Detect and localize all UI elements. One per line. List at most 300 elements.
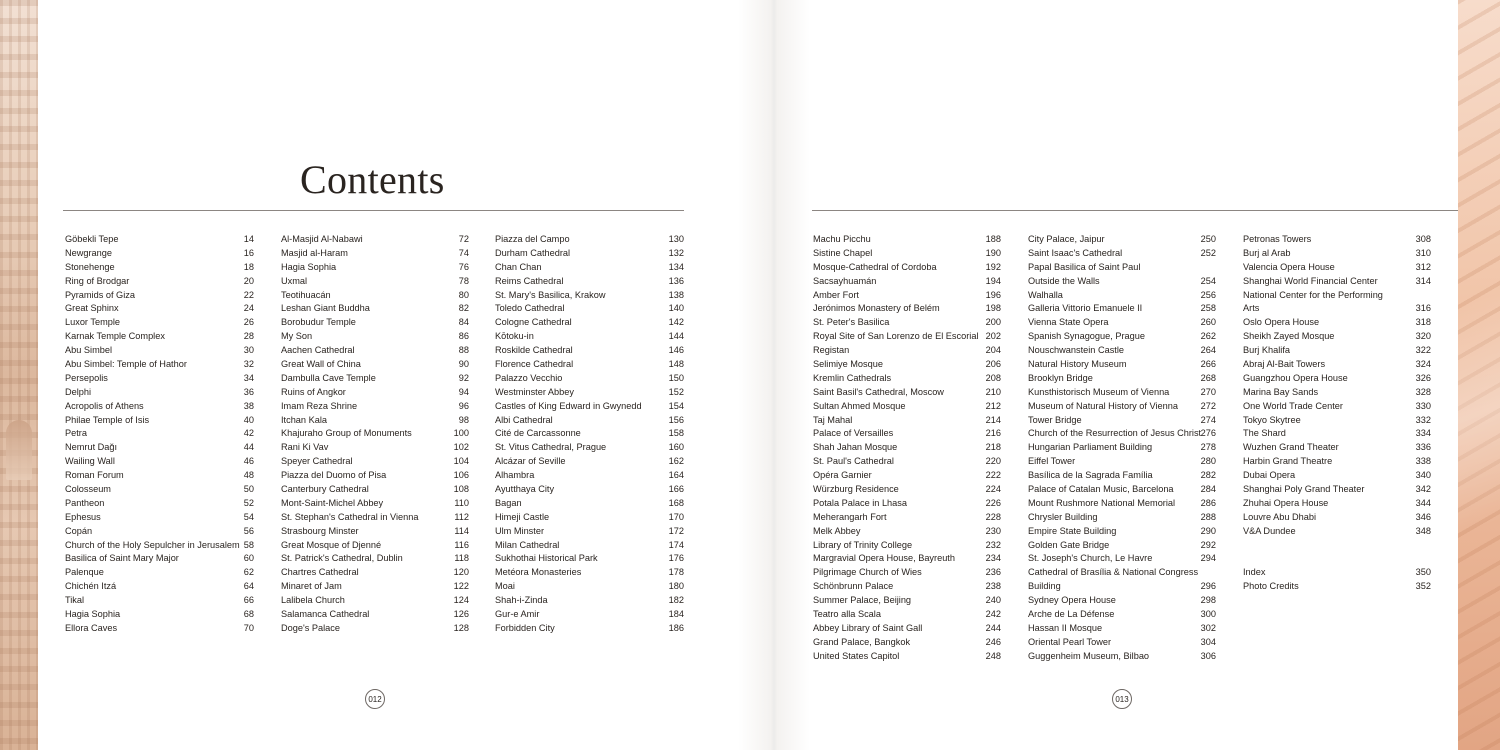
entry-title: Würzburg Residence — [813, 484, 899, 495]
contents-entry — [813, 566, 1001, 580]
entry-title: Pantheon — [65, 497, 105, 508]
entry-title: Petronas Towers — [1243, 234, 1312, 244]
contents-entry — [1028, 511, 1216, 525]
entry-title: Eiffel Tower — [1028, 456, 1076, 467]
contents-entry — [281, 441, 469, 455]
entry-page-number: 184 — [668, 609, 684, 620]
entry-page-number: 118 — [454, 553, 469, 564]
entry-page-number: 344 — [1415, 497, 1431, 508]
entry-page-number: 316 — [1415, 303, 1431, 314]
entry-title: Forbidden City — [495, 622, 555, 633]
entry-title: Toledo Cathedral — [495, 303, 565, 314]
entry-page-number: 126 — [453, 609, 469, 620]
entry-page-number: 164 — [668, 470, 684, 481]
entry-page-number: 38 — [243, 400, 254, 411]
entry-title: Building — [1028, 581, 1061, 592]
contents-entry — [1243, 427, 1431, 441]
entry-page-number: 254 — [1200, 275, 1216, 286]
entry-page-number: 30 — [243, 345, 254, 356]
entry-title: Kunsthistorisch Museum of Vienna — [1028, 386, 1170, 397]
entry-page-number: 116 — [454, 539, 469, 550]
contents-entry — [65, 358, 254, 372]
entry-title: Golden Gate Bridge — [1028, 539, 1110, 550]
contents-entry — [65, 525, 254, 539]
entry-page-number: 312 — [1415, 261, 1431, 272]
entry-page-number: 278 — [1200, 442, 1216, 453]
entry-page-number: 272 — [1200, 400, 1216, 411]
entry-title: Alhambra — [495, 470, 535, 481]
entry-title: Outside the Walls — [1028, 275, 1100, 286]
entry-title: Chan Chan — [495, 261, 542, 272]
entry-title: Palenque — [65, 567, 104, 578]
entry-page-number: 34 — [243, 372, 254, 383]
entry-page-number: 292 — [1200, 539, 1216, 550]
contents-entry — [1028, 233, 1216, 247]
entry-title: Arche de La Défense — [1028, 609, 1115, 620]
contents-entry — [281, 580, 469, 594]
entry-title: Philae Temple of Isis — [65, 414, 150, 425]
contents-entry — [495, 316, 684, 330]
entry-title: Louvre Abu Dhabi — [1243, 511, 1317, 522]
entry-title: Nemrut Dağı — [65, 442, 118, 453]
entry-page-number: 220 — [985, 456, 1001, 467]
entry-title: Empire State Building — [1028, 525, 1117, 536]
entry-page-number: 144 — [668, 331, 684, 342]
entry-page-number: 260 — [1200, 317, 1216, 328]
entry-page-number: 68 — [243, 609, 254, 620]
entry-title: Taj Mahal — [813, 414, 853, 425]
entry-title: Khajuraho Group of Monuments — [281, 428, 412, 439]
entry-title: Al-Masjid Al-Nabawi — [281, 234, 363, 244]
entry-page-number: 336 — [1415, 442, 1431, 453]
entry-page-number: 142 — [668, 317, 684, 328]
contents-entry — [1243, 552, 1431, 566]
entry-title: Aachen Cathedral — [281, 345, 355, 356]
contents-entry — [1243, 289, 1431, 303]
entry-title: Great Wall of China — [281, 359, 361, 370]
contents-entry — [1028, 344, 1216, 358]
contents-entry — [495, 233, 684, 247]
contents-entry — [281, 469, 469, 483]
contents-entry — [281, 622, 469, 636]
entry-title: Alcázar of Seville — [495, 456, 566, 467]
contents-entry — [65, 580, 254, 594]
entry-page-number: 264 — [1200, 345, 1216, 356]
entry-title: Burj al Arab — [1243, 247, 1291, 258]
entry-page-number: 256 — [1200, 289, 1216, 300]
contents-entry — [281, 261, 469, 275]
contents-entry — [1028, 608, 1216, 622]
contents-entry — [65, 469, 254, 483]
entry-page-number: 190 — [985, 247, 1001, 258]
entry-title: Registan — [813, 345, 850, 356]
entry-page-number: 328 — [1415, 386, 1431, 397]
entry-page-number: 138 — [668, 289, 684, 300]
contents-entry — [281, 400, 469, 414]
contents-entry — [1028, 358, 1216, 372]
entry-title: National Center for the Performing — [1243, 289, 1383, 300]
contents-entry — [1028, 316, 1216, 330]
contents-entry — [1243, 233, 1431, 247]
entry-page-number: 134 — [668, 261, 684, 272]
entry-title: Museum of Natural History of Vienna — [1028, 400, 1178, 411]
entry-page-number: 282 — [1200, 470, 1216, 481]
entry-page-number: 132 — [668, 247, 684, 258]
contents-entry — [1028, 400, 1216, 414]
contents-entry — [281, 275, 469, 289]
contents-entry — [813, 427, 1001, 441]
contents-entry — [495, 511, 684, 525]
entry-title: Kōtoku-in — [495, 331, 534, 342]
entry-page-number: 64 — [243, 581, 254, 592]
entry-title: Hungarian Parliament Building — [1028, 442, 1153, 453]
contents-entry — [1028, 302, 1216, 316]
contents-entry — [65, 622, 254, 636]
entry-title: Acropolis of Athens — [65, 400, 144, 411]
entry-title: Petra — [65, 428, 87, 439]
contents-entry — [813, 455, 1001, 469]
entry-title: Sheikh Zayed Mosque — [1243, 331, 1335, 342]
entry-page-number: 24 — [243, 303, 254, 314]
contents-entry — [495, 386, 684, 400]
entry-page-number: 352 — [1415, 581, 1431, 592]
entry-title: Amber Fort — [813, 289, 859, 300]
entry-title: Cathedral of Brasília & National Congress — [1028, 567, 1199, 578]
entry-page-number: 306 — [1200, 650, 1216, 661]
contents-entry — [495, 414, 684, 428]
contents-entry — [813, 469, 1001, 483]
entry-page-number: 206 — [985, 359, 1001, 370]
entry-page-number: 286 — [1200, 497, 1216, 508]
contents-entry — [813, 608, 1001, 622]
contents-entry — [1243, 566, 1431, 580]
entry-page-number: 202 — [985, 331, 1001, 342]
entry-title: Colosseum — [65, 484, 111, 495]
entry-title: Doge's Palace — [281, 622, 340, 633]
contents-entry — [1243, 247, 1431, 261]
contents-entry — [495, 400, 684, 414]
contents-entry — [813, 233, 1001, 247]
entry-page-number: 346 — [1415, 511, 1431, 522]
entry-page-number: 74 — [458, 247, 469, 258]
contents-entry — [281, 344, 469, 358]
entry-page-number: 288 — [1200, 511, 1216, 522]
entry-title: Chichén Itzá — [65, 581, 117, 592]
entry-title: Great Sphinx — [65, 303, 119, 314]
entry-page-number: 268 — [1200, 372, 1216, 383]
entry-page-number: 324 — [1415, 359, 1431, 370]
contents-entry — [65, 566, 254, 580]
entry-page-number: 198 — [985, 303, 1001, 314]
entry-title: Summer Palace, Beijing — [813, 595, 912, 606]
entry-page-number: 56 — [243, 525, 254, 536]
entry-title: Opéra Garnier — [813, 470, 872, 481]
entry-page-number: 26 — [243, 317, 254, 328]
contents-entry — [65, 372, 254, 386]
contents-entry — [1243, 469, 1431, 483]
entry-page-number: 214 — [985, 414, 1001, 425]
entry-title: St. Paul's Cathedral — [813, 456, 894, 467]
contents-column-1 — [65, 233, 254, 636]
entry-title: Ephesus — [65, 511, 101, 522]
entry-page-number: 148 — [668, 359, 684, 370]
contents-entry — [813, 483, 1001, 497]
entry-title: Great Mosque of Djenné — [281, 539, 382, 550]
entry-title: Marina Bay Sands — [1243, 386, 1319, 397]
contents-entry — [813, 344, 1001, 358]
entry-page-number: 258 — [1200, 303, 1216, 314]
entry-page-number: 154 — [668, 400, 684, 411]
entry-title: Guangzhou Opera House — [1243, 372, 1348, 383]
entry-title: Machu Picchu — [813, 234, 871, 244]
contents-entry — [1243, 441, 1431, 455]
entry-page-number: 122 — [453, 581, 469, 592]
entry-page-number: 218 — [985, 442, 1001, 453]
contents-entry — [813, 511, 1001, 525]
entry-title: Salamanca Cathedral — [281, 609, 370, 620]
entry-title: Abu Simbel: Temple of Hathor — [65, 359, 187, 370]
entry-page-number: 120 — [453, 567, 469, 578]
entry-title: Tokyo Skytree — [1243, 414, 1301, 425]
entry-page-number: 280 — [1200, 456, 1216, 467]
contents-entry — [1028, 427, 1216, 441]
contents-entry — [1028, 455, 1216, 469]
entry-title: Lalibela Church — [281, 595, 345, 606]
contents-entry — [1028, 330, 1216, 344]
contents-entry — [1243, 330, 1431, 344]
entry-page-number: 302 — [1200, 622, 1216, 633]
entry-title: Ruins of Angkor — [281, 386, 346, 397]
entry-title: Index — [1243, 567, 1266, 578]
entry-title: Burj Khalifa — [1243, 345, 1290, 356]
contents-entry — [495, 344, 684, 358]
entry-page-number: 222 — [985, 470, 1001, 481]
contents-entry — [1028, 566, 1216, 580]
contents-entry — [281, 552, 469, 566]
entry-page-number: 216 — [985, 428, 1001, 439]
contents-entry — [813, 552, 1001, 566]
entry-title: Oriental Pearl Tower — [1028, 636, 1112, 647]
entry-page-number: 196 — [985, 289, 1001, 300]
contents-entry — [1243, 511, 1431, 525]
entry-page-number: 270 — [1200, 386, 1216, 397]
contents-entry — [281, 247, 469, 261]
entry-title: Hagia Sophia — [65, 609, 121, 620]
contents-entry — [495, 497, 684, 511]
entry-page-number: 276 — [1200, 428, 1216, 439]
contents-entry — [281, 302, 469, 316]
contents-entry — [495, 580, 684, 594]
entry-title: Uxmal — [281, 275, 308, 286]
contents-entry — [1028, 372, 1216, 386]
entry-title: St. Stephan's Cathedral in Vienna — [281, 511, 419, 522]
contents-entry — [65, 400, 254, 414]
entry-title: Guggenheim Museum, Bilbao — [1028, 650, 1150, 661]
entry-page-number: 150 — [668, 372, 684, 383]
entry-page-number: 152 — [668, 386, 684, 397]
entry-title: Imam Reza Shrine — [281, 400, 358, 411]
contents-entry — [1243, 455, 1431, 469]
contents-entry — [813, 386, 1001, 400]
entry-page-number: 174 — [668, 539, 684, 550]
entry-page-number: 102 — [453, 442, 469, 453]
contents-entry — [281, 539, 469, 553]
entry-page-number: 250 — [1200, 234, 1216, 244]
contents-entry — [1028, 441, 1216, 455]
entry-page-number: 104 — [453, 456, 469, 467]
contents-entry — [1028, 261, 1216, 275]
contents-entry — [1028, 636, 1216, 650]
entry-page-number: 72 — [458, 234, 469, 244]
entry-title: Saint Isaac's Cathedral — [1028, 247, 1123, 258]
contents-entry — [813, 400, 1001, 414]
entry-title: Valencia Opera House — [1243, 261, 1335, 272]
entry-title: Sydney Opera House — [1028, 595, 1116, 606]
entry-page-number: 242 — [985, 609, 1001, 620]
entry-title: Persepolis — [65, 372, 108, 383]
entry-page-number: 48 — [243, 470, 254, 481]
entry-page-number: 62 — [243, 567, 254, 578]
contents-entry — [1243, 539, 1431, 553]
contents-entry — [813, 275, 1001, 289]
entry-page-number: 140 — [668, 303, 684, 314]
contents-column-4 — [813, 233, 1001, 664]
entry-title: Melk Abbey — [813, 525, 861, 536]
entry-page-number: 226 — [985, 497, 1001, 508]
right-photo-strip — [1458, 0, 1500, 750]
contents-entry — [1028, 525, 1216, 539]
contents-entry — [495, 552, 684, 566]
contents-entry — [65, 539, 254, 553]
entry-title: My Son — [281, 331, 313, 342]
entry-title: Spanish Synagogue, Prague — [1028, 331, 1145, 342]
contents-entry — [495, 608, 684, 622]
contents-entry — [813, 289, 1001, 303]
entry-title: Cologne Cathedral — [495, 317, 572, 328]
contents-entry — [65, 330, 254, 344]
contents-entry — [1243, 261, 1431, 275]
contents-entry — [1028, 469, 1216, 483]
entry-title: City Palace, Jaipur — [1028, 234, 1105, 244]
entry-title: Abu Simbel — [65, 345, 112, 356]
entry-title: Ellora Caves — [65, 622, 118, 633]
entry-page-number: 84 — [458, 317, 469, 328]
contents-entry — [495, 483, 684, 497]
entry-page-number: 300 — [1200, 609, 1216, 620]
entry-page-number: 22 — [243, 289, 254, 300]
entry-page-number: 88 — [458, 345, 469, 356]
entry-title: Shanghai Poly Grand Theater — [1243, 484, 1365, 495]
contents-column-2 — [281, 233, 469, 636]
contents-entry — [281, 497, 469, 511]
entry-title: Bagan — [495, 497, 522, 508]
entry-page-number: 106 — [453, 470, 469, 481]
entry-title: St. Mary's Basilica, Krakow — [495, 289, 606, 300]
entry-page-number: 42 — [243, 428, 254, 439]
entry-page-number: 46 — [243, 456, 254, 467]
entry-title: Westminster Abbey — [495, 386, 574, 397]
entry-page-number: 182 — [668, 595, 684, 606]
contents-entry — [495, 427, 684, 441]
entry-page-number: 166 — [668, 484, 684, 495]
entry-page-number: 96 — [458, 400, 469, 411]
entry-page-number: 130 — [668, 234, 684, 244]
contents-entry — [65, 275, 254, 289]
entry-page-number: 318 — [1415, 317, 1431, 328]
entry-title: Shah-i-Zinda — [495, 595, 548, 606]
entry-title: St. Patrick's Cathedral, Dublin — [281, 553, 403, 564]
entry-page-number: 294 — [1200, 553, 1216, 564]
entry-page-number: 348 — [1415, 525, 1431, 536]
entry-page-number: 176 — [668, 553, 684, 564]
contents-entry — [1243, 400, 1431, 414]
contents-entry — [65, 483, 254, 497]
entry-page-number: 52 — [243, 497, 254, 508]
entry-title: Stonehenge — [65, 261, 115, 272]
contents-entry — [495, 330, 684, 344]
contents-entry — [813, 622, 1001, 636]
entry-page-number: 110 — [454, 497, 469, 508]
entry-title: Royal Site of San Lorenzo de El Escorial — [813, 331, 979, 342]
entry-page-number: 44 — [243, 442, 254, 453]
contents-entry — [1028, 539, 1216, 553]
contents-entry — [495, 441, 684, 455]
entry-title: Church of the Resurrection of Jesus Christ — [1028, 428, 1202, 439]
contents-entry — [65, 608, 254, 622]
entry-title: Roman Forum — [65, 470, 124, 481]
entry-title: Durham Cathedral — [495, 247, 571, 258]
contents-entry — [1243, 316, 1431, 330]
contents-entry — [1028, 386, 1216, 400]
entry-title: Potala Palace in Lhasa — [813, 497, 907, 508]
entry-title: Chrysler Building — [1028, 511, 1098, 522]
entry-page-number: 284 — [1200, 484, 1216, 495]
entry-title: Vienna State Opera — [1028, 317, 1109, 328]
contents-entry — [281, 358, 469, 372]
entry-page-number: 230 — [985, 525, 1001, 536]
entry-title: Palace of Versailles — [813, 428, 894, 439]
entry-title: The Shard — [1243, 428, 1286, 439]
entry-page-number: 266 — [1200, 359, 1216, 370]
entry-title: Mosque-Cathedral of Cordoba — [813, 261, 937, 272]
entry-page-number: 92 — [458, 372, 469, 383]
contents-entry — [1028, 289, 1216, 303]
entry-page-number: 236 — [985, 567, 1001, 578]
entry-title: Shanghai World Financial Center — [1243, 275, 1378, 286]
entry-title: United States Capitol — [813, 650, 900, 661]
entry-page-number: 146 — [668, 345, 684, 356]
entry-page-number: 82 — [458, 303, 469, 314]
entry-page-number: 36 — [243, 386, 254, 397]
entry-title: One World Trade Center — [1243, 400, 1343, 411]
contents-entry — [813, 316, 1001, 330]
entry-page-number: 208 — [985, 372, 1001, 383]
entry-page-number: 200 — [985, 317, 1001, 328]
entry-page-number: 162 — [668, 456, 684, 467]
contents-entry — [1028, 552, 1216, 566]
contents-entry — [1028, 650, 1216, 664]
entry-title: Church of the Holy Sepulcher in Jerusalem — [65, 539, 240, 550]
contents-entry — [1028, 275, 1216, 289]
entry-title: V&A Dundee — [1243, 525, 1296, 536]
entry-title: Papal Basilica of Saint Paul — [1028, 261, 1141, 272]
contents-entry — [65, 594, 254, 608]
entry-title: Abraj Al-Bait Towers — [1243, 359, 1326, 370]
entry-page-number: 128 — [453, 622, 469, 633]
entry-title: Roskilde Cathedral — [495, 345, 573, 356]
contents-entry — [65, 552, 254, 566]
entry-page-number: 342 — [1415, 484, 1431, 495]
